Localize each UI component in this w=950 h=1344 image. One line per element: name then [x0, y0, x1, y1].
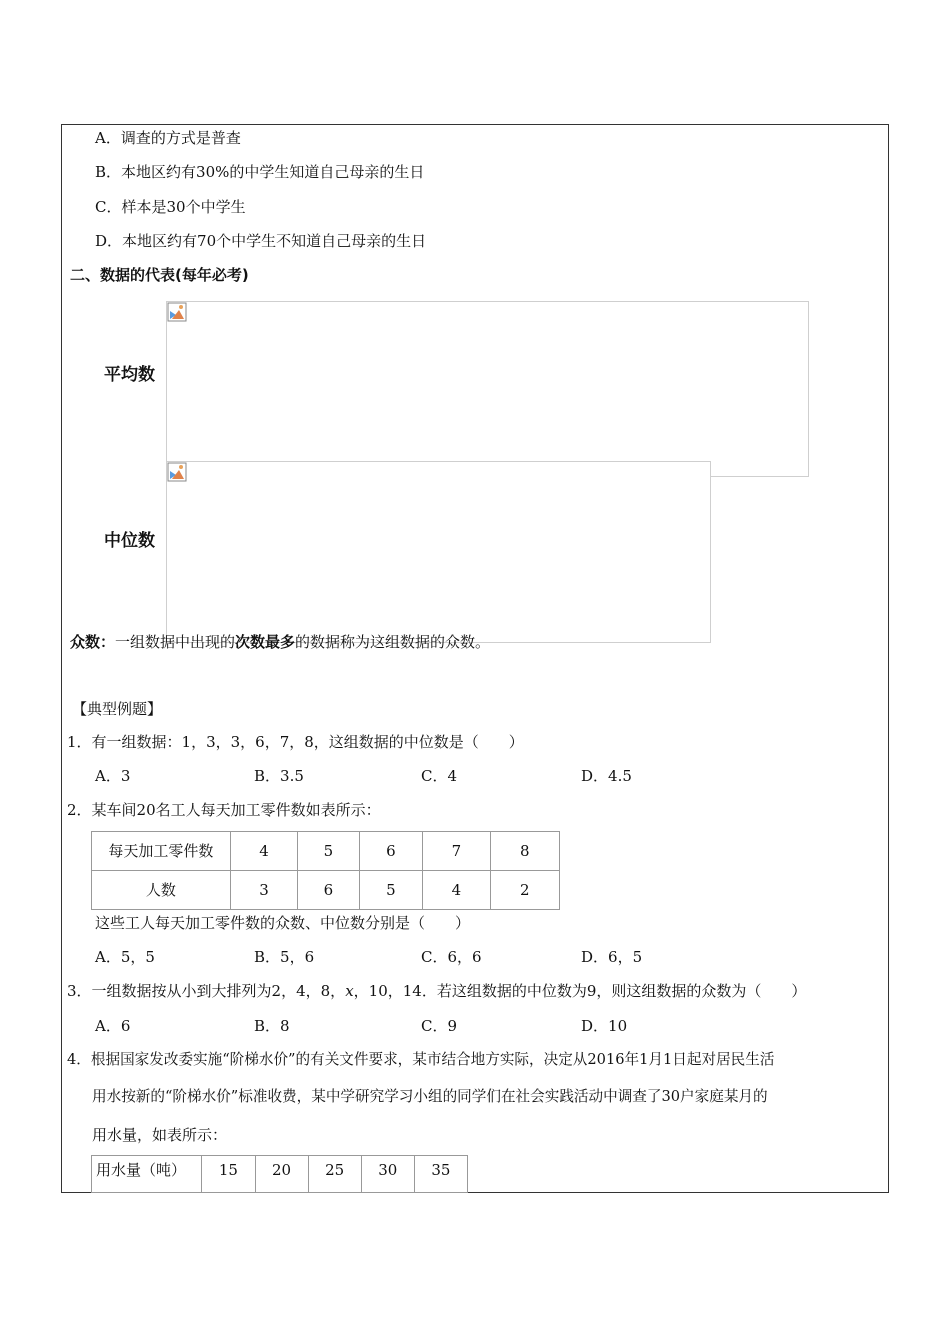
table-cell: 3 — [230, 871, 297, 910]
mean-label: 平均数 — [104, 365, 155, 385]
table-cell: 5 — [298, 832, 359, 871]
median-label: 中位数 — [104, 531, 155, 551]
table-cell: 4 — [230, 832, 297, 871]
q1-option-b: B．3.5 — [254, 767, 304, 785]
table-row — [92, 871, 560, 910]
table-row — [92, 832, 560, 871]
table-cell: 5 — [359, 871, 422, 910]
table-cell: 35 — [414, 1156, 467, 1193]
q4-table — [91, 1155, 468, 1193]
q2-option-d: D．6，5 — [581, 948, 643, 966]
table-cell: 7 — [423, 832, 490, 871]
section-heading: 二、数据的代表(每年必考) — [70, 266, 249, 284]
mode-text-a: 一组数据中出现的 — [115, 633, 236, 651]
mode-term: 众数： — [70, 633, 116, 651]
table-cell: 20 — [255, 1156, 308, 1193]
q2-table — [91, 831, 560, 910]
table-header-cell: 人数 — [92, 871, 231, 910]
median-formula-image — [166, 461, 711, 643]
q1-option-d: D．4.5 — [581, 767, 632, 785]
mode-text-b: 的数据称为这组数据的众数。 — [295, 633, 491, 651]
table-header-cell: 用水量（吨） — [92, 1156, 202, 1193]
option-a: A．调查的方式是普查 — [95, 129, 241, 147]
broken-image-icon — [167, 302, 187, 322]
q3-stem — [67, 981, 806, 1001]
option-c: C．样本是30个中学生 — [95, 198, 246, 216]
broken-image-icon — [167, 462, 187, 482]
q3-stem-a: 3．一组数据按从小到大排列为2，4，8， — [67, 982, 346, 1000]
q4-line3: 用水量，如表所示： — [92, 1126, 228, 1144]
q2-question: 这些工人每天加工零件数的众数、中位数分别是（ ） — [95, 914, 471, 932]
q3-option-d: D．10 — [581, 1017, 628, 1035]
q3-option-a: A．6 — [95, 1017, 131, 1035]
q2-option-a: A．5，5 — [95, 948, 155, 966]
examples-title: 【典型例题】 — [72, 700, 163, 718]
q4-line1: 4．根据国家发改委实施“阶梯水价”的有关文件要求，某市结合地方实际，决定从2016年1月1日起对居民生活 — [67, 1051, 775, 1068]
option-b: B．本地区约有30%的中学生知道自己母亲的生日 — [95, 163, 425, 181]
q2-option-b: B．5，6 — [254, 948, 315, 966]
q1-option-c: C．4 — [421, 767, 458, 785]
table-cell: 4 — [423, 871, 490, 910]
q3-option-b: B．8 — [254, 1017, 290, 1035]
table-cell: 2 — [490, 871, 559, 910]
table-cell: 6 — [359, 832, 422, 871]
table-header-cell: 每天加工零件数 — [92, 832, 231, 871]
table-cell: 15 — [202, 1156, 255, 1193]
table-row — [92, 1156, 468, 1193]
q4-line2: 用水按新的“阶梯水价”标准收费，某中学研究学习小组的同学们在社会实践活动中调查了30户家庭某月的 — [92, 1088, 768, 1105]
option-d: D．本地区约有70个中学生不知道自己母亲的生日 — [95, 232, 427, 250]
table-cell: 8 — [490, 832, 559, 871]
table-cell: 25 — [308, 1156, 361, 1193]
table-cell: 6 — [298, 871, 359, 910]
q2-option-c: C．6，6 — [421, 948, 482, 966]
q2-stem: 2．某车间20名工人每天加工零件数如表所示： — [67, 801, 381, 819]
mode-text-bold: 次数最多 — [235, 633, 296, 651]
q1-stem: 1．有一组数据：1，3，3，6，7，8，这组数据的中位数是（ ） — [67, 733, 524, 751]
q1-option-a: A．3 — [95, 767, 131, 785]
table-cell: 30 — [361, 1156, 414, 1193]
mean-formula-image — [166, 301, 809, 477]
q3-variable: x — [345, 982, 354, 1000]
q3-option-c: C．9 — [421, 1017, 458, 1035]
mode-definition — [70, 632, 490, 652]
q3-stem-b: ，10，14．若这组数据的中位数为9，则这组数据的众数为（ ） — [353, 982, 807, 1000]
